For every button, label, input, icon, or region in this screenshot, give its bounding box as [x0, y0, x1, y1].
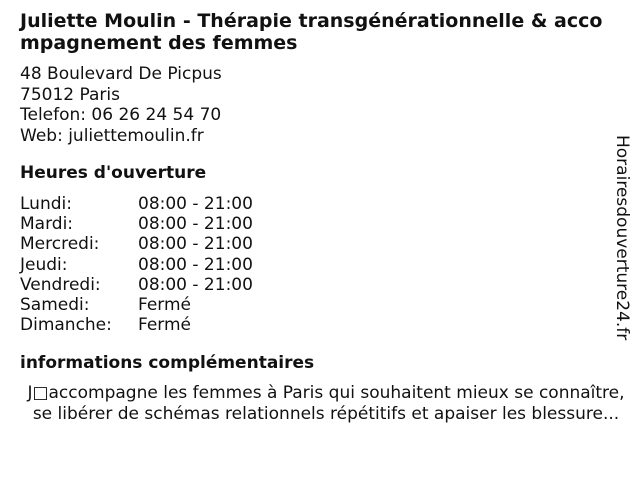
additional-info-text	[20, 383, 632, 425]
brand-watermark: Horairesdouverture24.fr	[612, 135, 632, 341]
hours-day: Jeudi:	[20, 254, 68, 275]
hours-day: Lundi:	[20, 194, 72, 214]
hours-time: 08:00 - 21:00	[138, 234, 253, 255]
page-title: Juliette Moulin - Thérapie transgénérationnelle & accompagnement des femmes	[20, 10, 603, 54]
hours-day: Samedi:	[20, 294, 90, 315]
hours-time: 08:00 - 21:00	[138, 214, 253, 235]
hours-day: Mardi:	[20, 214, 74, 235]
address-block	[20, 64, 222, 146]
opening-hours-heading: Heures d'ouverture	[20, 163, 207, 183]
phone-number: Telefon: 06 26 24 54 70	[20, 105, 222, 125]
hours-day: Mercredi:	[20, 234, 100, 255]
hours-day: Dimanche:	[20, 315, 112, 336]
hours-time: Fermé	[138, 294, 192, 315]
info-line: J□accompagne les femmes à Paris qui souhaitent mieux se connaître,	[27, 383, 625, 403]
hours-time: 08:00 - 21:00	[138, 274, 253, 295]
additional-info-heading: informations complémentaires	[20, 353, 315, 373]
website: Web: juliettemoulin.fr	[20, 125, 204, 146]
hours-time: 08:00 - 21:00	[138, 194, 253, 214]
address-street: 48 Boulevard De Picpus	[20, 64, 222, 84]
info-line: se libérer de schémas relationnels répétitifs et apaiser les blessure...	[32, 404, 620, 424]
hours-time: 08:00 - 21:00	[138, 254, 253, 275]
hours-day: Vendredi:	[20, 274, 101, 295]
address-city: 75012 Paris	[20, 84, 120, 105]
hours-time: Fermé	[138, 315, 192, 336]
